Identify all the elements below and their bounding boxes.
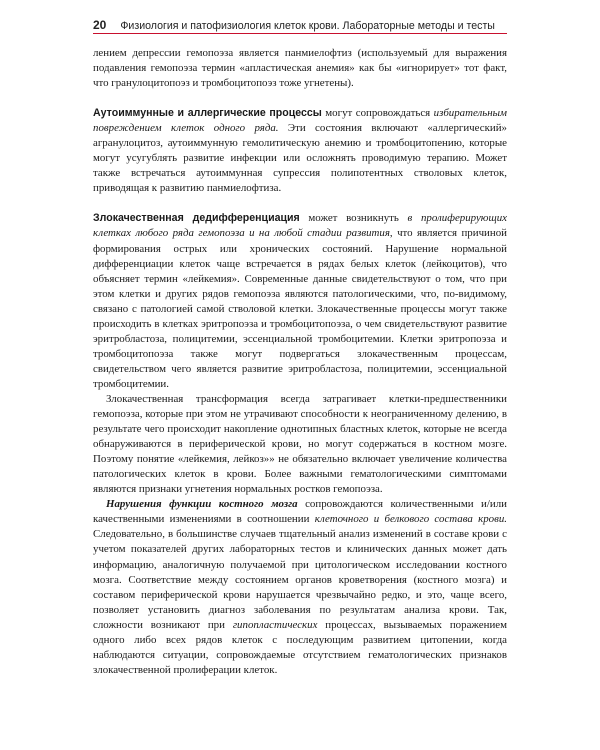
paragraph-pancytopenia-cont: лением депрессии гемопоэза является панмиелофтиз (используемый для выражения подавления гемопоэза термин «апластическая анемия» как бы «игнорирует» тот факт, что гранулоцитопоэз и тромбоцитопоэз тоже угнетены). [93, 47, 507, 90]
running-title: Физиология и патофизиология клеток крови. Лабораторные методы и тесты [120, 20, 495, 32]
run-in-heading-malignant: Злокачественная дедифференциация [93, 212, 300, 225]
run-in-heading-autoimmune: Аутоиммунные и аллергические процессы [93, 107, 322, 120]
run-in-heading-bone-marrow: Нарушения функции костного мозга [106, 498, 298, 511]
page-number: 20 [93, 18, 107, 32]
paragraph-malignant-transformation: Злокачественная трансформация всегда затрагивает клетки-предшественники гемопоэза, которые при этом не утрачивают способности к неограниченному делению, в результате чего происходит накопление однотипных бластных клеток, которые не всегда обнаруживаются в периферической крови, но могут содержаться в костном мозге. Поэтому понятие «лейкемия, лейкоз»» не обязательно включает увеличение количества патологических клеток в крови. Более важными гематологическими симптомами являются признаки угнетения нормальных ростков гемопоэза. [93, 392, 507, 496]
header-rule [93, 33, 507, 34]
paragraph-bone-marrow-dysfunction: Нарушения функции костного мозга сопровождаются количественными и/или качественными изменениями в соотношении клеточного и белкового состава крови. Следовательно, в большинстве случаев тщательный анализ изменений в составе крови с учетом показателей других лабораторных тестов и клинических данных может дать информацию, аналогичную получаемой при цитологическом исследовании костного мозга. Соответствие между состоянием органов кроветворения (костного мозга) и составом периферической крови нарушается чрезвычайно редко, и это, чаще всего, позволяет установить диагноз заболевания по результатам анализа крови. Так, сложности возникают при гипопластических процессах, вызываемых поражением одного либо всех рядов клеток с последующим развитием цитопении, когда наблюдаются ситуации, сопровождаемые отсутствием гематологических признаков злокачественной пролиферации клеток. [93, 498, 508, 676]
paragraph-malignant-dedifferentiation: Злокачественная дедифференциация может возникнуть в пролиферирующих клетках любого ряда гемопоэза и на любой стадии развития, что является причиной формирования острых или хронических состояний. Нарушение нормальной дифференциации клеток чаще встречается в рядах белых клеток (лейкоцитов), что объясняет термин «лейкемия». Современные данные свидетельствуют о том, что при этом клетки и других рядов гемопоэза являются патологическими, что, по-видимому, связано с патологией самой стволовой клетки. Злокачественные процессы могут также происходить в клетках эритропоэза и тромбоцитопоэза, о чем свидетельствуют развитие эритробластоза, полицитемии, эссенциальной тромбоцитемии. Клетки эритропоэза и тромбоцитопоэза также могут подвергаться злокачественным процессам, свидетельством чего является развитие эритробластоза, полицитемии, эссенциальной тромбоцитемии. [93, 212, 507, 390]
body-text [93, 46, 507, 678]
paragraph-autoimmune: Аутоиммунные и аллергические процессы могут сопровождаться избирательным повреждением клеток одного ряда. Эти состояния включают «аллергический» агранулоцитоз, аутоиммунную гемолитическую анемию и тромбоцитопению, которые могут усугублять развитие инфекции или осложнять проводимую терапию. Может также встречаться аутоиммунная супрессия полипотентных стволовых клеток, приводящая к развитию панмиелофтиза. [93, 107, 507, 195]
running-head [93, 18, 507, 32]
